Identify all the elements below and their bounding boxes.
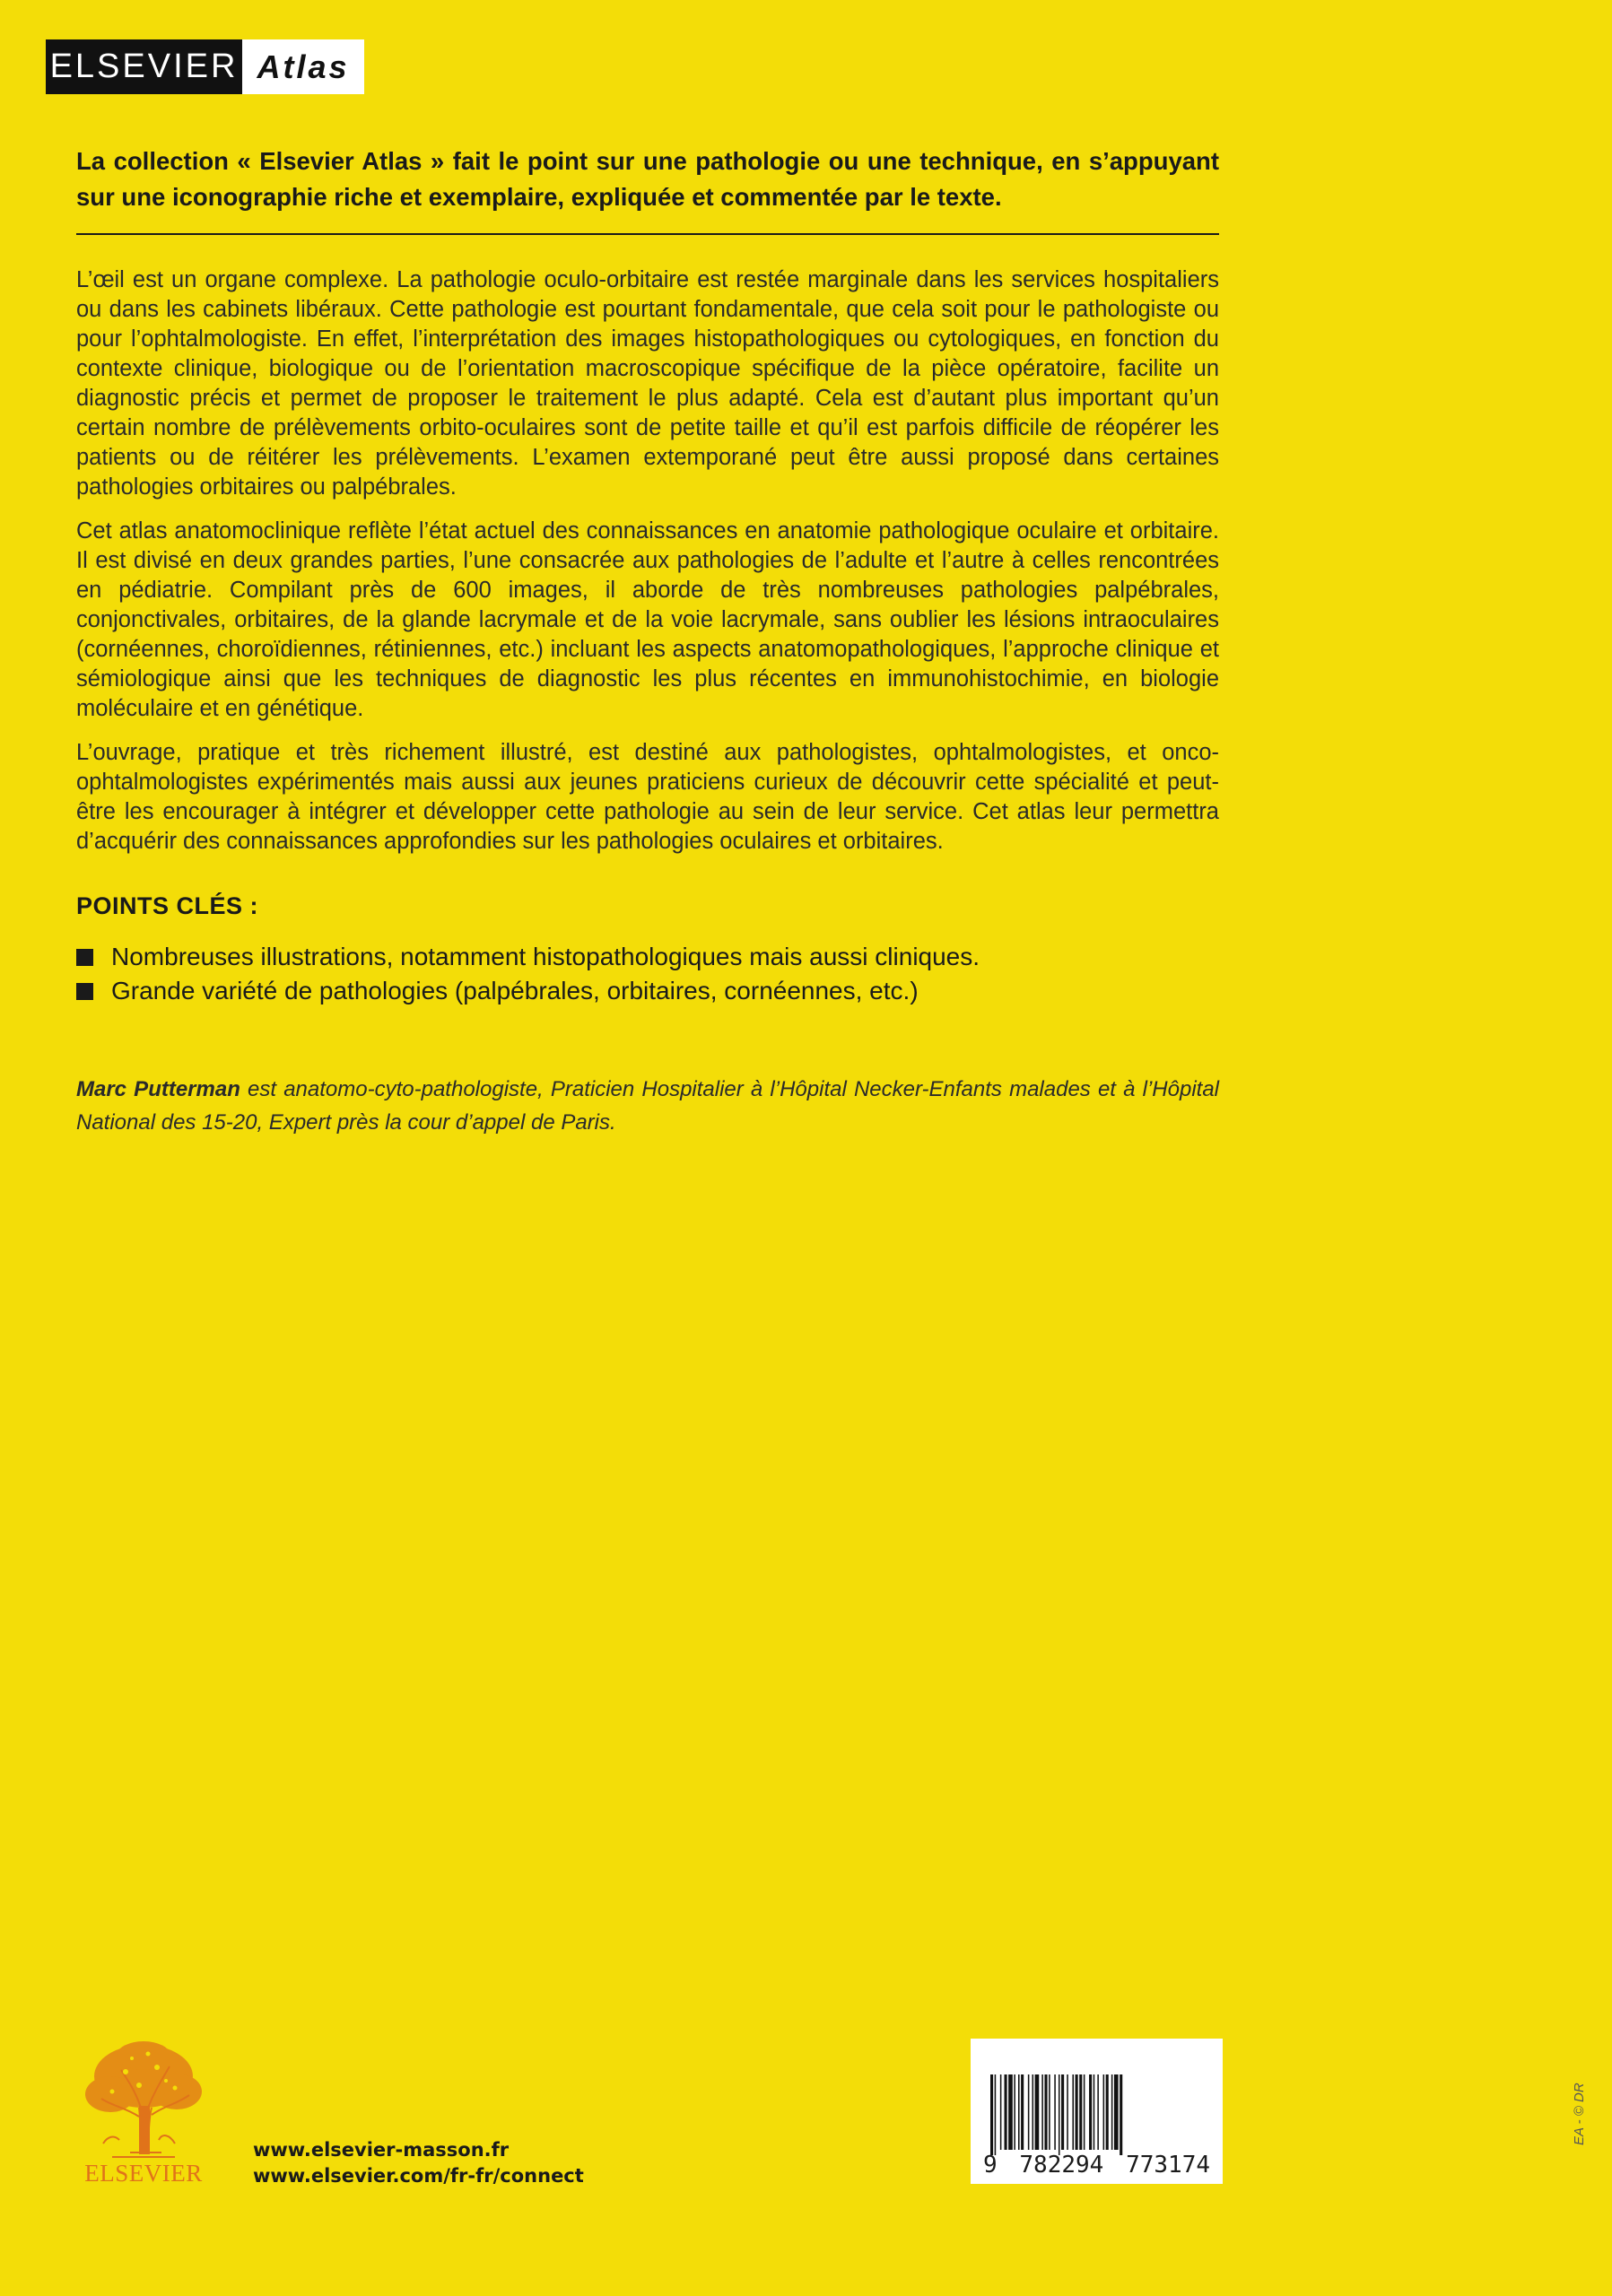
key-point-text: Nombreuses illustrations, notamment histopathologiques mais aussi cliniques. [111,943,980,970]
isbn-group-2: 773174 [1126,2152,1210,2179]
credit-note: EA - © DR [1572,2083,1587,2145]
description-paragraph-1: L’œil est un organe complexe. La pathologie oculo-orbitaire est restée marginale dans les services hospitaliers ou dans les cabinets libéraux. Cette pathologie est pourtant fondamentale, que cela soit pour le pathologiste ou pour l’ophtalmologiste. En effet, l’interprétation des images histopathologiques ou cytologiques, en fonction du contexte clinique, biologique ou de l’orientation macroscopique spécifique de la pièce opératoire, facilite un diagnostic précis et permet de proposer le traitement le plus adapté. Cela est d’autant plus important qu’un certain nombre de prélèvements orbito-oculaires sont de petite taille et qu’il est parfois difficile de réopérer les patients ou de réitérer les prélèvements. L’examen extemporané peut être aussi proposé dans certaines pathologies orbitaires ou palpébrales. [76,267,1219,500]
website-link[interactable]: www.elsevier.com/fr-fr/connect [253,2165,584,2187]
author-name: Marc Putterman [76,1077,240,1101]
divider [76,233,1219,235]
author-description: est anatomo-cyto-pathologiste, Praticien Hospitalier à l’Hôpital Necker-Enfants malades et à l’Hôpital National des 15-20, Expert près la cour d’appel de Paris. [76,1077,1219,1135]
bullet-square-icon [76,983,93,1000]
key-points-list [76,940,1219,1008]
back-cover-text [76,135,1219,1161]
description-paragraph-3: L’ouvrage, pratique et très richement illustré, est destiné aux pathologistes, ophtalmologistes, et onco-ophtalmologistes expérimentés mais aussi aux jeunes praticiens curieux de découvrir cette spécialité et peut-être les encourager à intégrer et développer cette pathologie au sein de leur service. Cet atlas leur permettra d’acquérir des connaissances approfondies sur les pathologies oculaires et orbitaires. [76,740,1219,854]
key-points-title: POINTS CLÉS : [76,892,259,919]
list-item [76,974,1219,1008]
author-bio [76,1073,1219,1139]
publisher-links [253,2137,584,2189]
isbn-first-digit: 9 [983,2152,998,2179]
brand-label: ELSEVIER [46,39,242,94]
description-paragraph-2: Cet atlas anatomoclinique reflète l’état actuel des connaissances en anatomie pathologique oculaire et orbitaire. Il est divisé en deux grandes parties, l’une consacrée aux pathologies de l’adulte et l’autre à celles rencontrées en pédiatrie. Compilant près de 600 images, il aborde de très nombreuses pathologies palpébrales, conjonctivales, orbitaires, de la glande lacrymale et de la voie lacrymale, sans oublier les lésions intraoculaires (cornéennes, choroïdiennes, rétiniennes, etc.) incluant les aspects anatomopathologiques, l’approche clinique et sémiologique ainsi que les techniques de diagnostic les plus récentes en immunohistochimie, en biologie moléculaire et en génétique. [76,518,1219,721]
isbn-group-1: 782294 [1019,2152,1104,2179]
barcode-bars-icon [971,2039,1223,2155]
website-link[interactable]: www.elsevier-masson.fr [253,2139,510,2161]
isbn-number [971,2152,1223,2179]
list-item [76,940,1219,974]
key-point-text: Grande variété de pathologies (palpébrales, orbitaires, cornéennes, etc.) [111,977,919,1004]
series-badge [46,39,364,94]
isbn-barcode [971,2039,1223,2184]
series-label: Atlas [242,39,364,94]
publisher-logo-text: ELSEVIER [84,2160,203,2187]
bullet-square-icon [76,949,93,966]
collection-intro: La collection « Elsevier Atlas » fait le point sur une pathologie ou une technique, en s’appuyant sur une iconographie riche et exemplaire, expliquée et commentée par le texte. [76,147,1219,211]
